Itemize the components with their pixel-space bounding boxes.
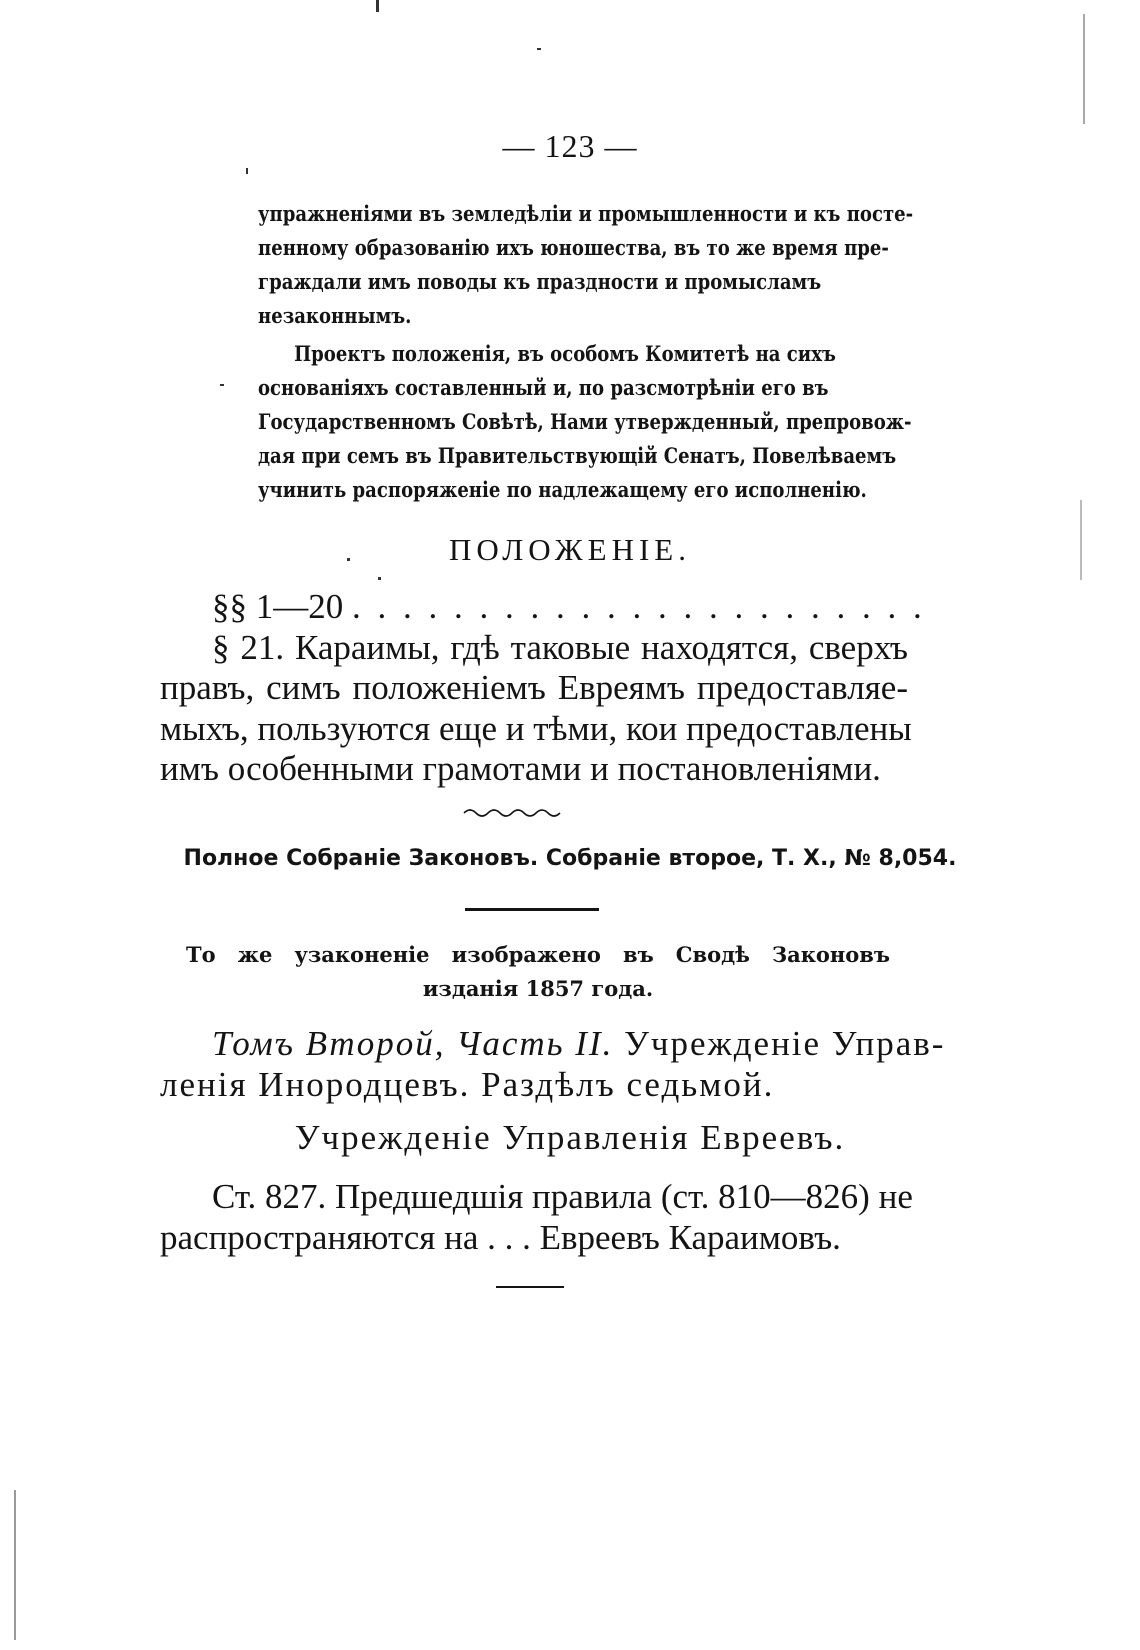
- article-21-line: правъ, симъ положеніемъ Евреямъ предоставляе-: [160, 668, 908, 707]
- preamble-line: незаконнымъ.: [258, 303, 412, 328]
- article-21-line: имъ особенными грамотами и постановленіями.: [160, 749, 881, 788]
- scan-speck: [246, 168, 248, 174]
- section-heading: ПОЛОЖЕНІЕ.: [449, 532, 691, 567]
- divider-rule: [465, 908, 599, 911]
- project-line: Государственномъ Совѣтѣ, Нами утвержденный, препровож-: [258, 409, 912, 434]
- article-block: [160, 587, 926, 790]
- source-citation: Полное Собраніе Законовъ. Собраніе второе, Т. X., № 8,054.: [183, 846, 957, 871]
- scan-speck: [14, 1490, 16, 1640]
- project-line: дая при семъ въ Правительствующій Сенатъ, Повелѣваемъ: [258, 443, 897, 468]
- sections-leader: . . . . . . . . . . . . . . . . . . . . . . .: [352, 587, 926, 626]
- tome-italic: Томъ Второй, Часть II.: [212, 1024, 614, 1063]
- article-827-line: распространяются на . . . Евреевъ Караимовъ.: [160, 1217, 841, 1257]
- scan-speck: [1083, 14, 1085, 124]
- project-paragraph: [258, 337, 912, 507]
- tome-reference: [160, 1024, 946, 1105]
- same-law-line: изданія 1857 года.: [422, 976, 654, 1001]
- project-line: учинить распоряженіе по надлежащему его исполненію.: [258, 477, 867, 502]
- scan-speck: [376, 0, 379, 12]
- sections-reference: [160, 587, 926, 628]
- scan-speck: [537, 48, 541, 50]
- scan-speck: [220, 384, 224, 386]
- article-827: [160, 1177, 913, 1258]
- article-827-line: Ст. 827. Предшедшія правила (ст. 810—826) не: [212, 1177, 913, 1216]
- scan-speck: [378, 577, 381, 580]
- tome-rest: Учрежденіе Управ-: [624, 1024, 946, 1063]
- same-law-note: [186, 938, 890, 1006]
- preamble-line: граждали имъ поводы къ праздности и промысламъ: [258, 269, 822, 294]
- end-rule: [496, 1286, 564, 1288]
- sections-label: §§ 1—20: [212, 587, 344, 626]
- preamble-paragraph: [258, 197, 914, 333]
- article-21-line: § 21. Караимы, гдѣ таковые находятся, сверхъ: [212, 627, 908, 667]
- article-21-line: мыхъ, пользуются еще и тѣми, кои предоставлены: [160, 708, 912, 748]
- tome-line: ленія Инородцевъ. Раздѣлъ седьмой.: [160, 1064, 775, 1104]
- project-line: основаніяхъ составленный и, по разсмотрѣніи его въ: [258, 375, 829, 400]
- wavy-divider: [462, 806, 566, 820]
- same-law-line: То же узаконеніе изображено въ Сводѣ Законовъ: [186, 942, 890, 967]
- page-number: — 123 —: [502, 128, 638, 164]
- preamble-line: пенному образованію ихъ юношества, въ то же время пре-: [258, 235, 889, 260]
- project-line: Проектъ положенія, въ особомъ Комитетѣ на сихъ: [294, 341, 836, 366]
- institution-title: Учрежденіе Управленія Евреевъ.: [294, 1118, 846, 1157]
- preamble-line: упражненіями въ земледѣліи и промышленности и къ посте-: [258, 201, 914, 226]
- tome-line: [160, 1024, 946, 1065]
